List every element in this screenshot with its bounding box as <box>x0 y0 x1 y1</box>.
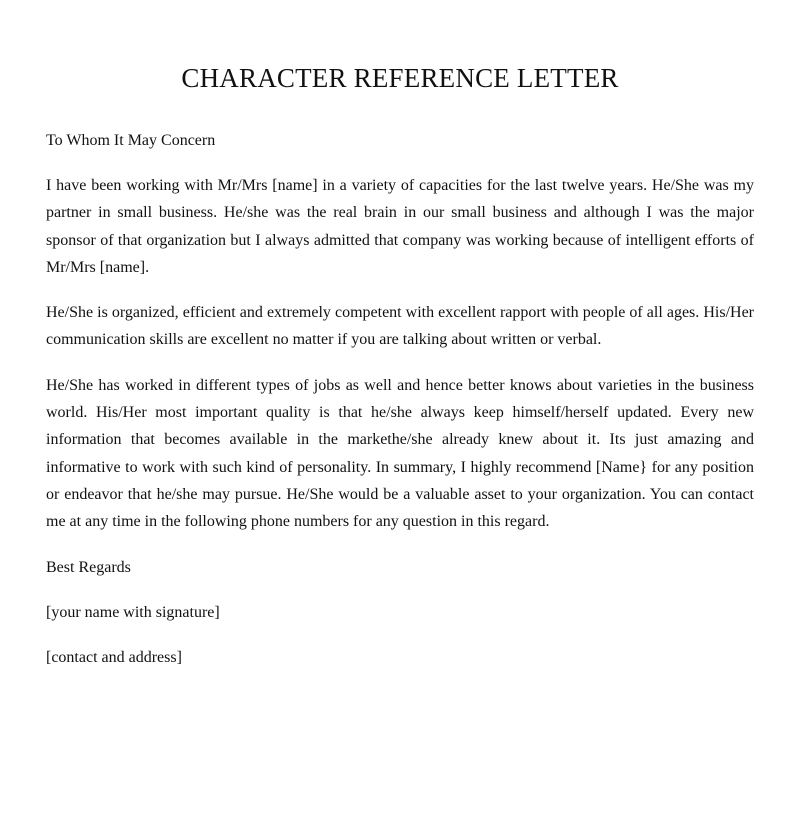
letter-title: CHARACTER REFERENCE LETTER <box>181 63 619 93</box>
contact-placeholder: [contact and address] <box>46 648 182 666</box>
closing: Best Regards <box>46 558 131 576</box>
body-paragraph-2: He/She is organized, efficient and extremely competent with excellent rapport with people of all ages. His/Her communication skills are excellent no matter if you are talking about written or verbal. <box>46 304 754 349</box>
salutation: To Whom It May Concern <box>46 132 216 149</box>
signature-placeholder: [your name with signature] <box>46 603 220 621</box>
body-paragraph-1: I have been working with Mr/Mrs [name] in a variety of capacities for the last twelve years. He/She was my partner in small business. He/she was the real brain in our small business and although I was the major sponsor of that organization but I always admitted that company was working because of intelligent efforts of Mr/Mrs [name]. <box>46 177 754 276</box>
body-paragraph-3: He/She has worked in different types of jobs as well and hence better knows about varieties in the business world. His/Her most important quality is that he/she always keep himself/herself updated. Every new information that becomes available in the markethe/she already knew about it. Its just amazing and informative to work with such kind of personality. In summary, I highly recommend [Name} for any position or endeavor that he/she may pursue. He/She would be a valuable asset to your organization. You can contact me at any time in the following phone numbers for any question in this regard. <box>46 376 754 531</box>
